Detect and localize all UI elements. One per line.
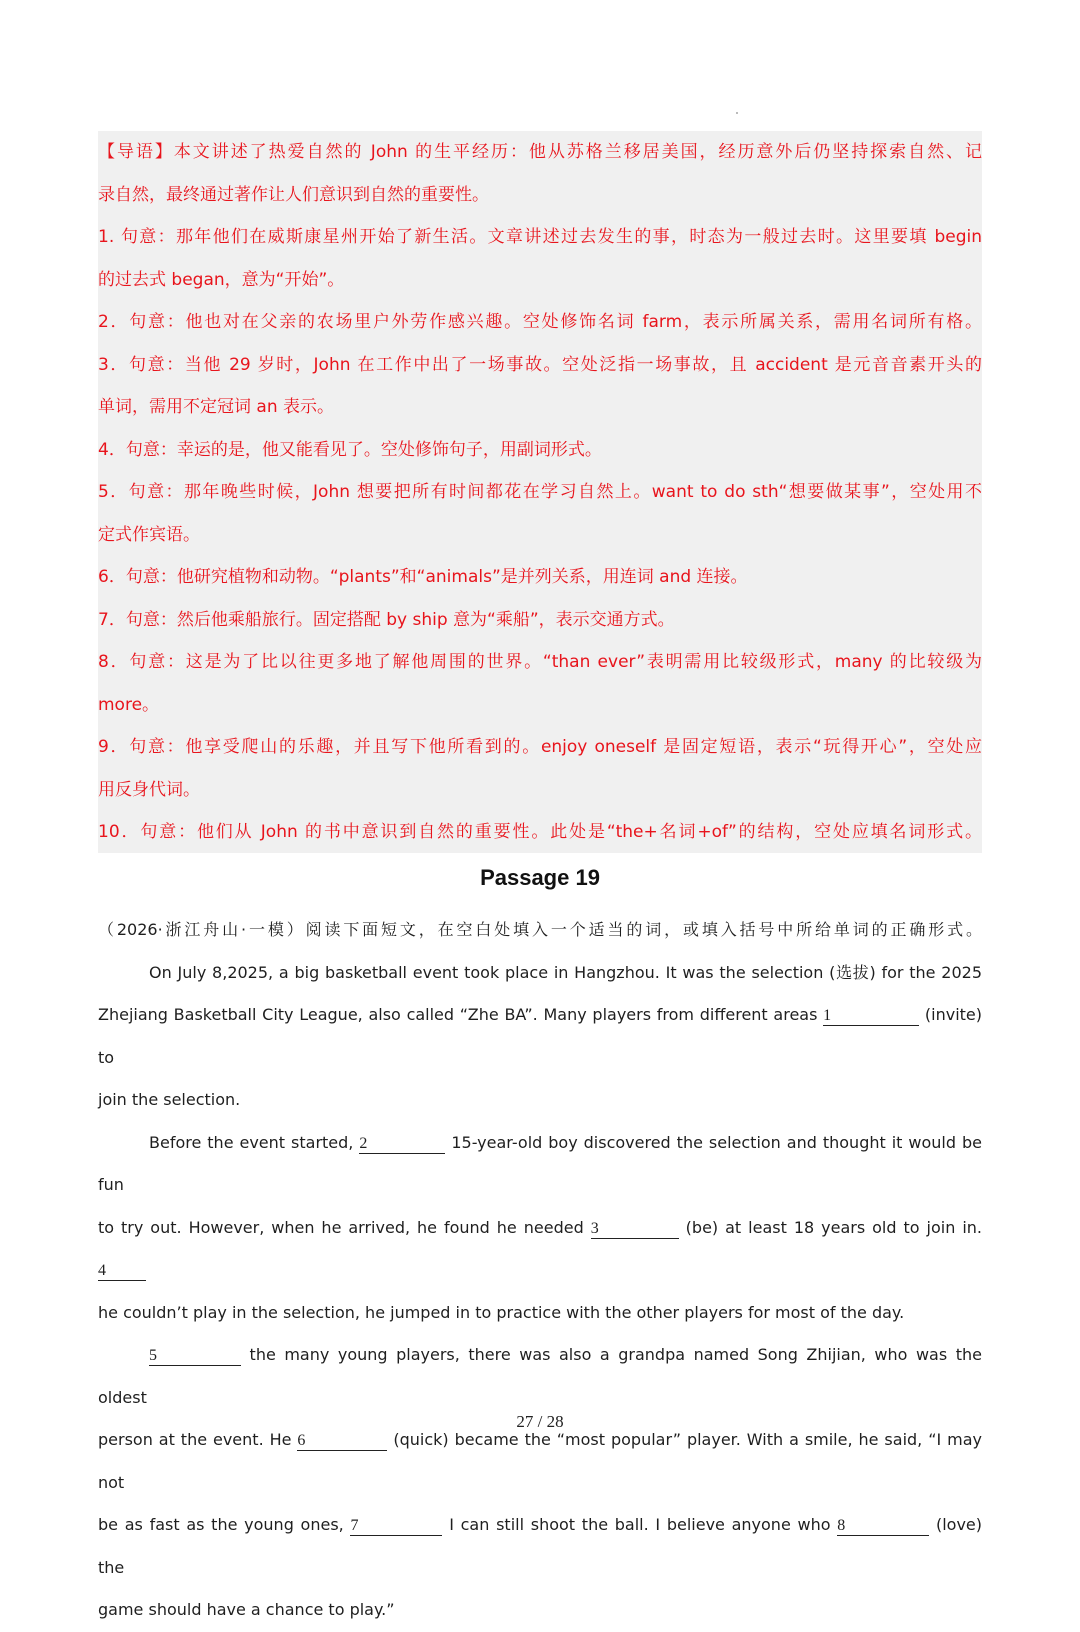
passage-line: Before the event started, 2 15-year-old boy discovered the selection and thought it would be fun <box>98 1132 982 1194</box>
analysis-line: 2．句意：他也对在父亲的农场里户外劳作感兴趣。空处修饰名词 farm，表示所属关系，需用名词所有格。 <box>98 312 982 332</box>
analysis-line: 3．句意：当他 29 岁时，John 在工作中出了一场事故。空处泛指一场事故，且 accident 是元音音素开头的 <box>98 354 982 375</box>
analysis-line: 单词，需用不定冠词 an 表示。 <box>98 397 334 417</box>
passage-line: On July 8,2025, a big basketball event took place in Hangzhou. It was the selection (选拔) for the 2025 <box>149 962 982 982</box>
passage-line: to try out. However, when he arrived, he found he needed 3 (be) at least 18 years old to join in. 4 <box>98 1217 982 1279</box>
analysis-box <box>98 131 982 853</box>
analysis-line: 6．句意：他研究植物和动物。“plants”和“animals”是并列关系，用连词 and 连接。 <box>98 567 748 587</box>
passage-line: be as fast as the young ones, 7 I can still shoot the ball. I believe anyone who 8 (love) the <box>98 1515 982 1577</box>
analysis-line: 5．句意：那年晚些时候，John 想要把所有时间都花在学习自然上。want to do sth“想要做某事”，空处用不 <box>98 482 982 502</box>
analysis-line: 的过去式 began，意为“开始”。 <box>98 269 345 290</box>
analysis-line: more。 <box>98 694 160 715</box>
analysis-line: 10．句意：他们从 John 的书中意识到自然的重要性。此处是“the+名词+of”的结构，空处应填名词形式。 <box>98 822 982 842</box>
blank-4[interactable]: 4 <box>98 1262 146 1281</box>
passage-line: join the selection. <box>98 1090 241 1109</box>
blank-7[interactable]: 7 <box>350 1517 442 1536</box>
instruction: （2026·浙江舟山·一模）阅读下面短文，在空白处填入一个适当的词，或填入括号中所给单词的正确形式。 <box>98 920 982 939</box>
blank-6[interactable]: 6 <box>297 1432 387 1451</box>
analysis-line: 7．句意：然后他乘船旅行。固定搭配 by ship 意为“乘船”，表示交通方式。 <box>98 609 675 630</box>
passage-body <box>98 909 982 1632</box>
blank-3[interactable]: 3 <box>591 1220 679 1239</box>
analysis-line: 【导语】本文讲述了热爱自然的 John 的生平经历：他从苏格兰移居美国，经历意外后仍坚持探索自然、记 <box>98 142 982 162</box>
analysis-line: 4．句意：幸运的是，他又能看见了。空处修饰句子，用副词形式。 <box>98 439 602 460</box>
blank-8[interactable]: 8 <box>837 1517 929 1536</box>
passage-title: Passage 19 <box>480 865 600 890</box>
analysis-line: 8．句意：这是为了比以往更多地了解他周围的世界。“than ever”表明需用比较级形式，many 的比较级为 <box>98 652 982 672</box>
page-number: 27 / 28 <box>516 1412 564 1431</box>
analysis-line: 录自然，最终通过著作让人们意识到自然的重要性。 <box>98 184 489 205</box>
passage-line: game should have a chance to play.” <box>98 1600 395 1619</box>
passage-line: person at the event. He 6 (quick) became the “most popular” player. With a smile, he said, “I may not <box>98 1430 982 1492</box>
scan-dot <box>736 112 738 114</box>
passage-line: he couldn’t play in the selection, he jumped in to practice with the other players for most of the day. <box>98 1302 905 1322</box>
analysis-line: 1. 句意：那年他们在威斯康星州开始了新生活。文章讲述过去发生的事，时态为一般过去时。这里要填 begin <box>98 227 982 247</box>
analysis-line: 9．句意：他享受爬山的乐趣，并且写下他所看到的。enjoy oneself 是固定短语，表示“玩得开心”，空处应 <box>98 737 982 757</box>
blank-2[interactable]: 2 <box>359 1135 445 1154</box>
analysis-line: 用反身代词。 <box>98 779 200 800</box>
passage-line: 5 the many young players, there was also a grandpa named Song Zhijian, who was the oldest <box>98 1345 982 1407</box>
blank-5[interactable]: 5 <box>149 1347 241 1366</box>
analysis-line: 定式作宾语。 <box>98 524 200 545</box>
blank-1[interactable]: 1 <box>823 1007 919 1026</box>
passage-line: Zhejiang Basketball City League, also called “Zhe BA”. Many players from different areas 1 (invite) to <box>98 1005 983 1067</box>
